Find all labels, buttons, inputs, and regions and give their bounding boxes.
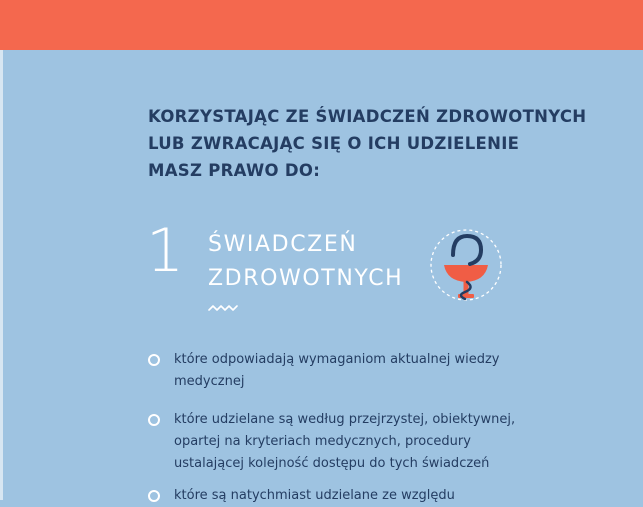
- list-item-line: które są natychmiast udzielane ze względu: [174, 488, 455, 503]
- intro-line: KORZYSTAJĄC ZE ŚWIADCZEŃ ZDROWOTNYCH: [148, 107, 587, 126]
- bullet-circle-icon: [148, 354, 160, 366]
- intro-heading: [148, 103, 587, 184]
- list-item: [148, 485, 538, 507]
- list-item-line: które odpowiadają wymaganiom aktualnej wiedzy: [174, 352, 500, 367]
- bullet-circle-icon: [148, 490, 160, 502]
- section-title-line: ŚWIADCZEŃ: [208, 232, 358, 257]
- list-item: [148, 349, 538, 393]
- bullet-circle-icon: [148, 414, 160, 426]
- list-item: [148, 409, 538, 475]
- left-edge-strip: [0, 50, 3, 500]
- section-number: 1: [146, 216, 185, 286]
- top-banner: [0, 0, 643, 50]
- bowl-of-hygieia-icon: [427, 226, 505, 304]
- wave-divider-icon: [208, 304, 240, 314]
- list-item-line: medycznej: [174, 374, 245, 389]
- section-title-line: ZDROWOTNYCH: [208, 266, 404, 291]
- intro-line: LUB ZWRACAJĄC SIĘ O ICH UDZIELENIE: [148, 134, 520, 153]
- list-item-line: opartej na kryteriach medycznych, procedury: [174, 434, 471, 449]
- section-title: [208, 228, 438, 296]
- list-item-line: ustalającej kolejność dostępu do tych świadczeń: [174, 456, 490, 471]
- intro-line: MASZ PRAWO DO:: [148, 161, 321, 180]
- list-item-line: które udzielane są według przejrzystej, obiektywnej,: [174, 412, 516, 427]
